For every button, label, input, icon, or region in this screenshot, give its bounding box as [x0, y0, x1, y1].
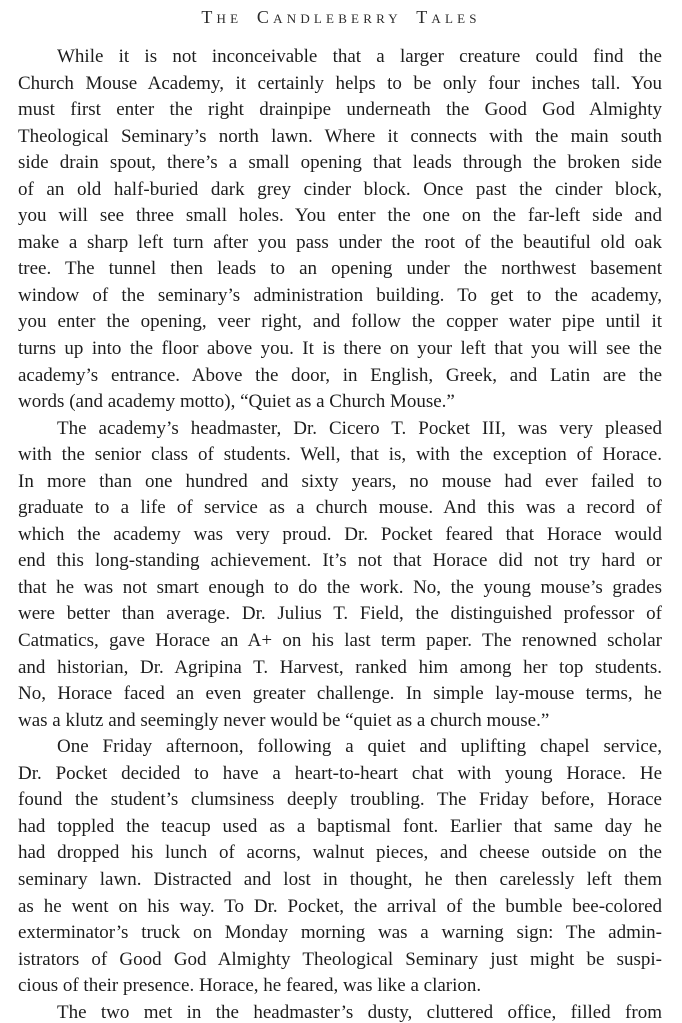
text-line: which the academy was very proud. Dr. Pocket feared that Horace would — [18, 523, 662, 545]
text-line: tree. The tunnel then leads to an opening under the northwest basement — [18, 258, 662, 280]
text-line: The two met in the headmaster’s dusty, cluttered office, filled from — [57, 1001, 662, 1023]
text-line: make a sharp left turn after you pass under the root of the beautiful old oak — [18, 231, 662, 253]
text-line: Church Mouse Academy, it certainly helps to be only four inches tall. You — [18, 72, 662, 94]
text-line: The academy’s headmaster, Dr. Cicero T. Pocket III, was very pleased — [57, 417, 662, 439]
text-line: No, Horace faced an even greater challenge. In simple lay-mouse terms, he — [18, 683, 662, 705]
text-line: as he went on his way. To Dr. Pocket, the arrival of the bumble bee-colored — [18, 895, 662, 917]
text-line: graduate to a life of service as a church mouse. And this was a record of — [18, 497, 662, 519]
paragraph — [18, 1000, 662, 1023]
text-line: end this long-standing achievement. It’s not that Horace did not try hard or — [18, 550, 662, 572]
text-line: found the student’s clumsiness deeply troubling. The Friday before, Horace — [18, 789, 662, 811]
text-line: had dropped his lunch of acorns, walnut pieces, and cheese outside on the — [18, 842, 662, 864]
text-line: you will see three small holes. You enter the one on the far-left side and — [18, 205, 662, 227]
text-line: window of the seminary’s administration building. To get to the academy, — [18, 284, 662, 306]
text-line: Catmatics, gave Horace an A+ on his last term paper. The renowned scholar — [18, 630, 662, 652]
text-line: Dr. Pocket decided to have a heart-to-heart chat with young Horace. He — [18, 762, 662, 784]
text-line: with the senior class of students. Well, that is, with the exception of Horace. — [18, 444, 662, 466]
text-line: that he was not smart enough to do the work. No, the young mouse’s grades — [18, 576, 662, 598]
text-line: must first enter the right drainpipe underneath the Good God Almighty — [18, 99, 662, 121]
paragraph — [18, 734, 662, 999]
text-line: exterminator’s truck on Monday morning was a warning sign: The admin- — [18, 922, 662, 944]
text-line: In more than one hundred and sixty years, no mouse had ever failed to — [18, 470, 662, 492]
text-line: academy’s entrance. Above the door, in English, Greek, and Latin are the — [18, 364, 662, 386]
text-line: of an old half-buried dark grey cinder block. Once past the cinder block, — [18, 178, 662, 200]
text-line: cious of their presence. Horace, he feared, was like a clarion. — [18, 975, 482, 997]
text-line: seminary lawn. Distracted and lost in thought, he then carelessly left them — [18, 868, 662, 890]
text-line: words (and academy motto), “Quiet as a Church Mouse.” — [18, 391, 455, 413]
text-line: had toppled the teacup used as a baptismal font. Earlier that same day he — [18, 815, 662, 837]
page-text — [18, 44, 662, 1023]
text-line: side drain spout, there’s a small opening that leads through the broken side — [18, 152, 662, 174]
text-line: and historian, Dr. Agripina T. Harvest, ranked him among her top students. — [18, 656, 662, 678]
text-line: turns up into the floor above you. It is there on your left that you will see the — [18, 338, 662, 360]
text-line: was a klutz and seemingly never would be “quiet as a church mouse.” — [18, 709, 550, 731]
text-line: Theological Seminary’s north lawn. Where it connects with the main south — [18, 125, 662, 147]
paragraph — [18, 416, 662, 735]
text-line: While it is not inconceivable that a larger creature could find the — [57, 46, 662, 67]
text-line: One Friday afternoon, following a quiet and uplifting chapel service, — [57, 736, 662, 758]
text-line: were better than average. Dr. Julius T. Field, the distinguished professor of — [18, 603, 662, 625]
text-line: istrators of Good God Almighty Theological Seminary just might be suspi- — [18, 948, 662, 970]
text-line: you enter the opening, veer right, and follow the copper water pipe until it — [18, 311, 662, 333]
paragraph — [18, 44, 662, 416]
page-title: The Candleberry Tales — [201, 7, 481, 27]
